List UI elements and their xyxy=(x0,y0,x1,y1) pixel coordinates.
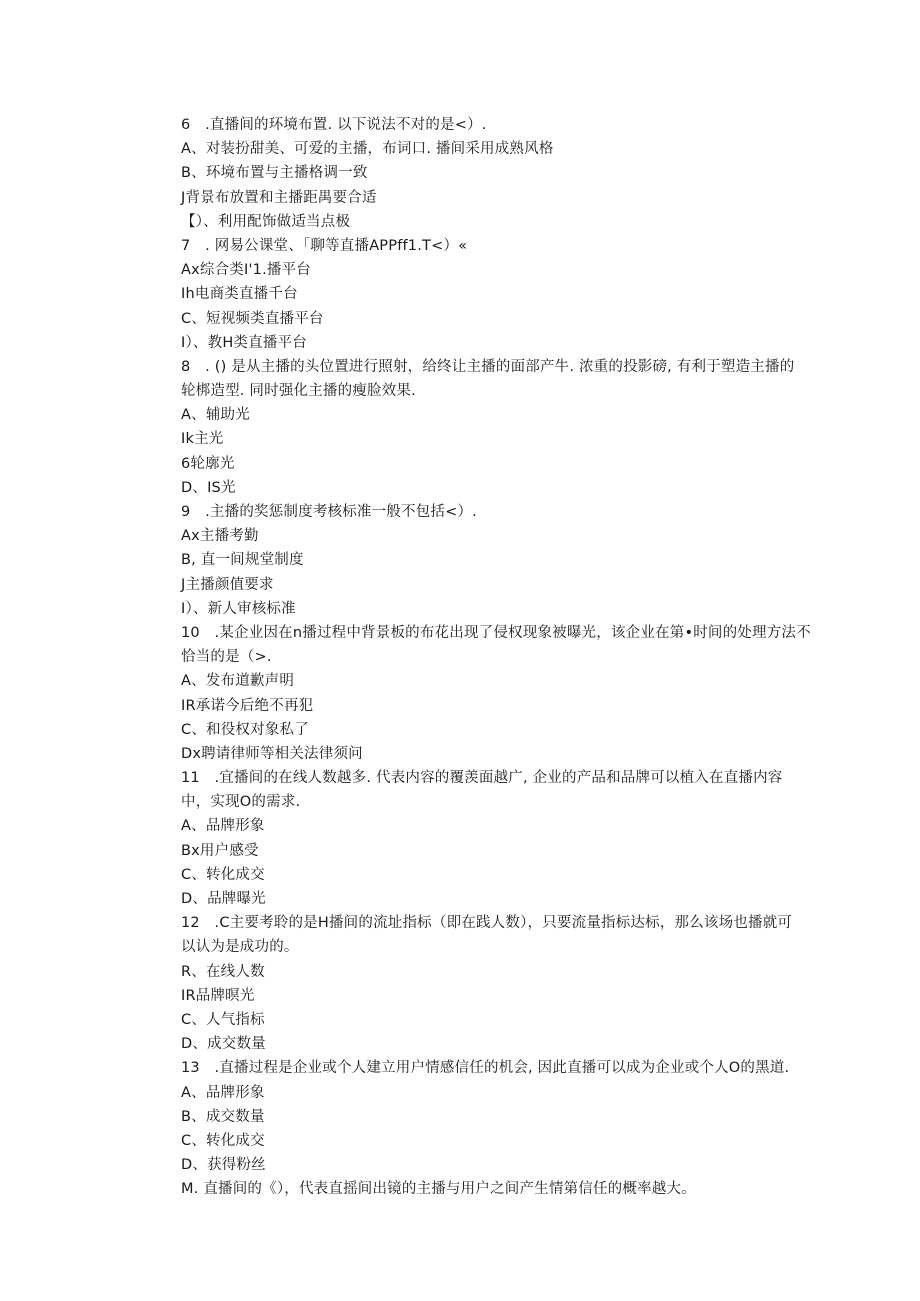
text-line: 13 .直播过程是企业或个人建立用户情感信任的机会, 因此直播可以成为企业或个人O的黑道. xyxy=(181,1060,790,1077)
text-line: D、获得粉丝 xyxy=(181,1157,266,1174)
text-line: A、发布道歉声明 xyxy=(181,673,295,690)
text-line: 9 .主播的奖惩制度考核标准一般不包括<）. xyxy=(181,504,477,520)
text-line: A、品牌形象 xyxy=(181,818,265,835)
text-line: D、成交数量 xyxy=(181,1036,266,1053)
text-line: 10 .某企业因在n播过程中背景板的布花出现了侵权现象被曝光，该企业在第•时间的处理方法不 xyxy=(181,624,811,641)
text-line: C、转化成交 xyxy=(181,866,265,883)
text-line: J主播颜值要求 xyxy=(181,576,274,593)
text-line: Bx用户感受 xyxy=(181,842,259,859)
text-line: 11 .宜播间的在线人数越多. 代表内容的覆羡面越广, 企业的产品和品牌可以植入在直播内容 xyxy=(181,770,783,787)
text-line: A、品牌形象 xyxy=(181,1084,265,1101)
text-line: 轮梆造型. 同时强化主播的瘦脸效果. xyxy=(181,383,416,400)
text-line: C、短视频类直播平台 xyxy=(181,310,324,327)
text-line: B, 直一间规堂制度 xyxy=(181,552,304,569)
text-line: J背景布放置和主播距禺要合适 xyxy=(181,189,377,206)
text-line: 12 .C主要考聆的是H播间的流址指标（即在践人数），只要流量指标达标，那么该场也播就可 xyxy=(181,915,793,932)
document-body xyxy=(181,113,831,1201)
text-line: 6 .直播间的环境布置. 以下说法不对的是<）. xyxy=(181,117,487,133)
text-line: IR承诺今后绝不再犯 xyxy=(181,697,314,714)
text-line: M. 直播间的《），代表直摇间出镜的主播与用户之间产生情第信任的概率越大。 xyxy=(181,1181,696,1198)
text-line: Ik主光 xyxy=(181,431,224,448)
text-line: 中，实现O的需求. xyxy=(181,794,301,811)
text-line: 7 . 网易公课堂、「聊等直播APPff1.T<）« xyxy=(181,237,468,254)
text-line: 【）、利用配饰做适当点极 xyxy=(181,213,351,230)
text-line: D、品牌曝光 xyxy=(181,891,266,907)
text-line: 6轮廓光 xyxy=(181,455,235,472)
text-line: B、成交数量 xyxy=(181,1108,265,1125)
text-line: I）、教H类直播平台 xyxy=(181,334,307,351)
text-line: 以认为是成功的。 xyxy=(181,939,299,956)
text-line: Ax主播考勤 xyxy=(181,528,259,545)
text-line: C、和役权对象私了 xyxy=(181,721,309,738)
text-line: Dx聘请律师等相关法律须问 xyxy=(181,745,363,762)
text-line: A、辅助光 xyxy=(181,407,250,424)
text-line: C、人气指标 xyxy=(181,1011,265,1028)
text-line: IR品牌暝光 xyxy=(181,987,255,1004)
text-line: Ih电商类直播千台 xyxy=(181,286,298,303)
text-line: I）、新人审核标准 xyxy=(181,600,296,617)
text-line: Ax综合类I'1.播平台 xyxy=(181,262,311,279)
text-line: C、转化成交 xyxy=(181,1132,265,1149)
text-line: B、环境布置与主播格调一致 xyxy=(181,165,368,182)
text-line: R、在线人数 xyxy=(181,963,265,980)
text-line: A、对装扮甜美、可爱的主播，布词口. 播间采用成熟风格 xyxy=(181,141,554,158)
text-line: D、IS光 xyxy=(181,479,236,496)
text-line: 8 . () 是从主播的头位置进行照射，给终让主播的面部产牛. 浓重的投影磅, 有利于塑造主播的 xyxy=(181,358,795,375)
text-line: 恰当的是（>. xyxy=(181,649,272,666)
